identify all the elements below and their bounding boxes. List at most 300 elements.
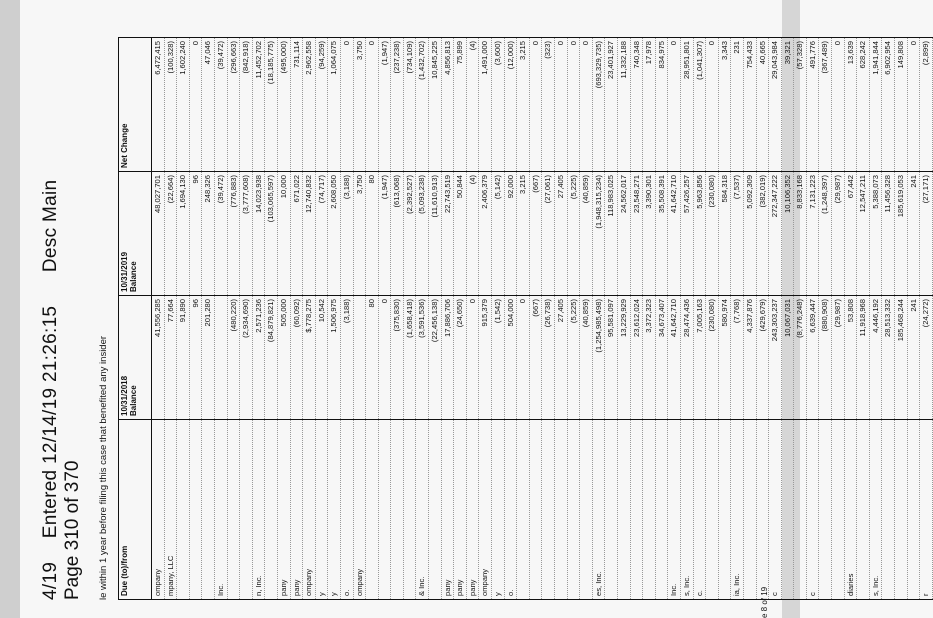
table-row bbox=[202, 38, 215, 600]
due-party-cell bbox=[743, 420, 756, 600]
balance-2019-cell: (4) bbox=[466, 172, 479, 296]
balance-2019-cell: 27,405 bbox=[555, 172, 568, 296]
due-party-cell bbox=[529, 420, 542, 600]
table-row bbox=[920, 38, 933, 600]
balance-2018-cell: (26,738) bbox=[542, 296, 555, 420]
net-change-cell: 47,046 bbox=[202, 38, 215, 172]
due-party-cell bbox=[366, 420, 379, 600]
net-change-cell: 231 bbox=[731, 38, 744, 172]
table-row bbox=[504, 38, 517, 600]
net-change-cell: 0 bbox=[668, 38, 681, 172]
balance-2018-cell: 0 bbox=[378, 296, 391, 420]
due-party-cell bbox=[567, 420, 580, 600]
balance-2018-cell: 77,664 bbox=[164, 296, 177, 420]
table-row bbox=[592, 38, 605, 600]
balance-2019-cell: 14,023,938 bbox=[252, 172, 265, 296]
due-party-cell: r bbox=[920, 420, 933, 600]
due-party-cell bbox=[630, 420, 643, 600]
net-change-cell: (2,899) bbox=[920, 38, 933, 172]
due-party-cell: pany bbox=[441, 420, 454, 600]
net-change-cell: (842,918) bbox=[240, 38, 253, 172]
balance-2018-cell: (24,650) bbox=[454, 296, 467, 420]
balance-2019-cell: 10,106,352 bbox=[781, 172, 794, 296]
table-row bbox=[214, 38, 227, 600]
balance-2019-cell: (5,142) bbox=[492, 172, 505, 296]
due-party-cell: c bbox=[806, 420, 819, 600]
balance-2018-cell: (5,225) bbox=[567, 296, 580, 420]
net-change-cell: 834,975 bbox=[655, 38, 668, 172]
balance-2019-cell: 50,844 bbox=[454, 172, 467, 296]
due-party-cell bbox=[832, 420, 845, 600]
net-change-cell: (18,185,775) bbox=[265, 38, 278, 172]
balance-2018-cell: 27,405 bbox=[555, 296, 568, 420]
due-party-cell: y bbox=[492, 420, 505, 600]
balance-2018-cell: (1,254,985,498) bbox=[592, 296, 605, 420]
net-change-cell: (12,000) bbox=[504, 38, 517, 172]
column-header-net-change: Net Change bbox=[119, 38, 152, 172]
table-row bbox=[252, 38, 265, 600]
balance-2018-cell: 41,556,285 bbox=[152, 296, 165, 420]
balance-2018-cell: (3,591,536) bbox=[416, 296, 429, 420]
balance-2018-cell: (3,188) bbox=[340, 296, 353, 420]
table-row bbox=[857, 38, 870, 600]
table-row bbox=[781, 38, 794, 600]
balance-2019-cell: 24,562,017 bbox=[617, 172, 630, 296]
net-change-cell: 39,321 bbox=[781, 38, 794, 172]
due-party-cell bbox=[819, 420, 832, 600]
net-change-cell: (237,238) bbox=[391, 38, 404, 172]
balance-2019-cell: (40,859) bbox=[580, 172, 593, 296]
due-party-cell bbox=[429, 420, 442, 600]
balance-2019-cell: 5,388,073 bbox=[869, 172, 882, 296]
balance-2018-cell: (667) bbox=[529, 296, 542, 420]
net-change-cell: 754,433 bbox=[743, 38, 756, 172]
net-change-cell: 23,401,927 bbox=[605, 38, 618, 172]
table-row bbox=[152, 38, 165, 600]
net-change-cell: (4) bbox=[466, 38, 479, 172]
table-row bbox=[630, 38, 643, 600]
table-row bbox=[353, 38, 366, 600]
balance-2018-cell: 0 bbox=[466, 296, 479, 420]
due-party-cell bbox=[706, 420, 719, 600]
table-row bbox=[378, 38, 391, 600]
due-party-cell: Inc. bbox=[214, 420, 227, 600]
balance-2019-cell: 3,750 bbox=[353, 172, 366, 296]
balance-2018-cell: 80 bbox=[366, 296, 379, 420]
due-party-cell bbox=[403, 420, 416, 600]
balance-2019-cell: (7,537) bbox=[731, 172, 744, 296]
net-change-cell: 75,899 bbox=[454, 38, 467, 172]
net-change-cell: 0 bbox=[832, 38, 845, 172]
due-party-cell: c. bbox=[693, 420, 706, 600]
table-row bbox=[529, 38, 542, 600]
balance-2018-cell: (84,879,821) bbox=[265, 296, 278, 420]
balance-2019-cell: (39,472) bbox=[214, 172, 227, 296]
balance-2019-cell: 3,215 bbox=[517, 172, 530, 296]
balance-2019-cell: 118,983,025 bbox=[605, 172, 618, 296]
due-party-cell bbox=[517, 420, 530, 600]
table-row bbox=[303, 38, 316, 600]
balance-2019-cell: (27,171) bbox=[920, 172, 933, 296]
table-row bbox=[265, 38, 278, 600]
balance-2018-cell: 4,446,192 bbox=[869, 296, 882, 420]
balance-2019-cell: 10,000 bbox=[277, 172, 290, 296]
balance-2018-cell: 34,673,407 bbox=[655, 296, 668, 420]
net-change-cell: 0 bbox=[580, 38, 593, 172]
table-row bbox=[680, 38, 693, 600]
balance-2018-cell: 95,581,097 bbox=[605, 296, 618, 420]
net-change-cell: (734,109) bbox=[403, 38, 416, 172]
table-row bbox=[416, 38, 429, 600]
net-change-cell: 1,064,075 bbox=[328, 38, 341, 172]
net-change-cell: (693,329,735) bbox=[592, 38, 605, 172]
due-party-cell bbox=[857, 420, 870, 600]
due-party-cell bbox=[781, 420, 794, 600]
table-row bbox=[466, 38, 479, 600]
table-row bbox=[555, 38, 568, 600]
balance-2018-cell: 13,229,929 bbox=[617, 296, 630, 420]
net-change-cell: (39,472) bbox=[214, 38, 227, 172]
header-entered-label: Entered 12/14/19 21:26:15 bbox=[40, 305, 61, 539]
table-row bbox=[315, 38, 328, 600]
net-change-cell: 3,215 bbox=[517, 38, 530, 172]
balance-2019-cell: 67,442 bbox=[844, 172, 857, 296]
balance-2019-cell: (29,987) bbox=[832, 172, 845, 296]
balance-2018-cell: 4,337,876 bbox=[743, 296, 756, 420]
balance-2019-cell: 248,326 bbox=[202, 172, 215, 296]
balance-2018-cell: (2,934,690) bbox=[240, 296, 253, 420]
table-row bbox=[580, 38, 593, 600]
due-party-cell bbox=[227, 420, 240, 600]
net-change-cell: (3,600) bbox=[492, 38, 505, 172]
net-change-cell: (323) bbox=[542, 38, 555, 172]
due-party-cell bbox=[580, 420, 593, 600]
table-row bbox=[164, 38, 177, 600]
column-header-2019-balance: 10/31/2019 Balance bbox=[119, 172, 152, 296]
table-row bbox=[756, 38, 769, 600]
due-party-cell bbox=[794, 420, 807, 600]
balance-2019-cell: 241 bbox=[907, 172, 920, 296]
table-row bbox=[479, 38, 492, 600]
table-row bbox=[794, 38, 807, 600]
net-change-cell: (495,000) bbox=[277, 38, 290, 172]
due-party-cell: Inc. bbox=[668, 420, 681, 600]
net-change-cell: 149,808 bbox=[895, 38, 908, 172]
table-row bbox=[240, 38, 253, 600]
net-change-cell: 17,978 bbox=[643, 38, 656, 172]
balance-2019-cell: 5,963,856 bbox=[693, 172, 706, 296]
net-change-cell: (100,328) bbox=[164, 38, 177, 172]
table-row bbox=[542, 38, 555, 600]
net-change-cell: 2,962,558 bbox=[303, 38, 316, 172]
balance-2019-cell: 35,508,391 bbox=[655, 172, 668, 296]
balance-2018-cell: 2,571,236 bbox=[252, 296, 265, 420]
balance-2018-cell: 28,474,436 bbox=[680, 296, 693, 420]
net-change-cell: 0 bbox=[366, 38, 379, 172]
balance-2018-cell: 201,280 bbox=[202, 296, 215, 420]
balance-2019-cell: 57,426,257 bbox=[680, 172, 693, 296]
due-party-cell bbox=[882, 420, 895, 600]
balance-2019-cell: (22,664) bbox=[164, 172, 177, 296]
intercompany-balance-table bbox=[118, 37, 933, 600]
table-row bbox=[882, 38, 895, 600]
table-row bbox=[806, 38, 819, 600]
due-party-cell bbox=[655, 420, 668, 600]
net-change-cell: (296,663) bbox=[227, 38, 240, 172]
balance-2018-cell: 10,067,031 bbox=[781, 296, 794, 420]
net-change-cell: 6,902,954 bbox=[882, 38, 895, 172]
balance-2019-cell: (382,019) bbox=[756, 172, 769, 296]
net-change-cell: 628,242 bbox=[857, 38, 870, 172]
document-header bbox=[40, 180, 62, 600]
table-row bbox=[277, 38, 290, 600]
balance-2018-cell: 6,639,447 bbox=[806, 296, 819, 420]
table-row bbox=[340, 38, 353, 600]
balance-2018-cell: 53,808 bbox=[844, 296, 857, 420]
table-row bbox=[429, 38, 442, 600]
due-party-cell: ompany bbox=[152, 420, 165, 600]
due-party-cell bbox=[240, 420, 253, 600]
header-desc-label: Desc Main bbox=[40, 179, 61, 273]
balance-2019-cell: (2,392,527) bbox=[403, 172, 416, 296]
page-footer: e 8 of 19 bbox=[760, 586, 769, 618]
due-party-cell: pany bbox=[454, 420, 467, 600]
balance-2019-cell: 12,547,211 bbox=[857, 172, 870, 296]
net-change-cell: 6,472,415 bbox=[152, 38, 165, 172]
net-change-cell: 0 bbox=[706, 38, 719, 172]
net-change-cell: 40,665 bbox=[756, 38, 769, 172]
table-row bbox=[189, 38, 202, 600]
column-header-2018-balance: 10/31/2018 Balance bbox=[119, 296, 152, 420]
net-change-cell: 11,332,188 bbox=[617, 38, 630, 172]
table-row bbox=[769, 38, 782, 600]
balance-2018-cell: (1,542) bbox=[492, 296, 505, 420]
table-row bbox=[290, 38, 303, 600]
header-page-label: Page 310 of 370 bbox=[62, 460, 83, 600]
balance-2019-cell: 584,318 bbox=[718, 172, 731, 296]
due-party-cell bbox=[718, 420, 731, 600]
balance-2019-cell: (667) bbox=[529, 172, 542, 296]
due-party-cell: mpany, LLC bbox=[164, 420, 177, 600]
due-party-cell: y bbox=[328, 420, 341, 600]
balance-2018-cell: (22,456,138) bbox=[429, 296, 442, 420]
due-party-cell bbox=[265, 420, 278, 600]
net-change-cell: 11,452,702 bbox=[252, 38, 265, 172]
balance-2019-cell: (5,093,238) bbox=[416, 172, 429, 296]
balance-2018-cell: 185,468,244 bbox=[895, 296, 908, 420]
balance-2019-cell: (27,061) bbox=[542, 172, 555, 296]
table-row bbox=[328, 38, 341, 600]
balance-2018-cell: 1,506,975 bbox=[328, 296, 341, 420]
balance-2018-cell: 3,372,323 bbox=[643, 296, 656, 420]
due-party-cell: c bbox=[769, 420, 782, 600]
table-row bbox=[718, 38, 731, 600]
balance-2019-cell: (776,883) bbox=[227, 172, 240, 296]
balance-2019-cell: 12,740,832 bbox=[303, 172, 316, 296]
net-change-cell: 0 bbox=[567, 38, 580, 172]
net-change-cell: (1,041,307) bbox=[693, 38, 706, 172]
table-row bbox=[819, 38, 832, 600]
balance-2019-cell: 2,406,379 bbox=[479, 172, 492, 296]
balance-2018-cell: (29,987) bbox=[832, 296, 845, 420]
table-row bbox=[454, 38, 467, 600]
due-party-cell: ompany bbox=[303, 420, 316, 600]
balance-2018-cell: (429,679) bbox=[756, 296, 769, 420]
net-change-cell: 0 bbox=[529, 38, 542, 172]
due-party-cell: n, Inc. bbox=[252, 420, 265, 600]
balance-2019-cell: 41,642,710 bbox=[668, 172, 681, 296]
balance-2019-cell: 3,390,301 bbox=[643, 172, 656, 296]
table-row bbox=[605, 38, 618, 600]
due-party-cell: diaries bbox=[844, 420, 857, 600]
table-row bbox=[743, 38, 756, 600]
table-row bbox=[706, 38, 719, 600]
balance-2018-cell: (40,859) bbox=[580, 296, 593, 420]
balance-2018-cell: (375,830) bbox=[391, 296, 404, 420]
due-party-cell bbox=[378, 420, 391, 600]
net-change-cell: 740,348 bbox=[630, 38, 643, 172]
table-row bbox=[403, 38, 416, 600]
net-change-cell: 0 bbox=[555, 38, 568, 172]
net-change-cell: 13,639 bbox=[844, 38, 857, 172]
balance-2019-cell: 96 bbox=[189, 172, 202, 296]
balance-2018-cell: (880,908) bbox=[819, 296, 832, 420]
balance-2018-cell: 17,886,706 bbox=[441, 296, 454, 420]
balance-2019-cell: 23,548,271 bbox=[630, 172, 643, 296]
balance-2018-cell: 41,642,710 bbox=[668, 296, 681, 420]
balance-2018-cell: (7,768) bbox=[731, 296, 744, 420]
table-row bbox=[844, 38, 857, 600]
balance-2019-cell: 272,347,222 bbox=[769, 172, 782, 296]
net-change-cell: 3,750 bbox=[353, 38, 366, 172]
table-row bbox=[366, 38, 379, 600]
net-change-cell: 28,951,801 bbox=[680, 38, 693, 172]
table-header-row bbox=[119, 38, 152, 600]
due-party-cell bbox=[617, 420, 630, 600]
balance-2019-cell: 2,608,050 bbox=[328, 172, 341, 296]
balance-2018-cell: 96 bbox=[189, 296, 202, 420]
net-change-cell: 1,491,000 bbox=[479, 38, 492, 172]
balance-2018-cell: 580,974 bbox=[718, 296, 731, 420]
due-party-cell: s, Inc. bbox=[869, 420, 882, 600]
balance-2019-cell: 1,694,130 bbox=[177, 172, 190, 296]
balance-2018-cell bbox=[353, 296, 366, 420]
balance-2019-cell: 22,743,519 bbox=[441, 172, 454, 296]
balance-2018-cell: 91,890 bbox=[177, 296, 190, 420]
due-party-cell bbox=[391, 420, 404, 600]
balance-2019-cell: 11,456,328 bbox=[882, 172, 895, 296]
balance-2019-cell: 8,833,168 bbox=[794, 172, 807, 296]
balance-2019-cell: (1,948,315,234) bbox=[592, 172, 605, 296]
balance-2019-cell: (230,080) bbox=[706, 172, 719, 296]
due-party-cell bbox=[189, 420, 202, 600]
due-party-cell: pany bbox=[277, 420, 290, 600]
balance-2018-cell: 915,379 bbox=[479, 296, 492, 420]
balance-2019-cell: (11,610,913) bbox=[429, 172, 442, 296]
balance-2019-cell: 5,092,309 bbox=[743, 172, 756, 296]
due-party-cell bbox=[756, 420, 769, 600]
table-row bbox=[517, 38, 530, 600]
due-party-cell bbox=[895, 420, 908, 600]
table-row bbox=[869, 38, 882, 600]
balance-2018-cell: 243,303,237 bbox=[769, 296, 782, 420]
net-change-cell: 4,856,813 bbox=[441, 38, 454, 172]
balance-2018-cell: 10,542 bbox=[315, 296, 328, 420]
balance-2019-cell: 48,027,701 bbox=[152, 172, 165, 296]
balance-2019-cell: 7,131,223 bbox=[806, 172, 819, 296]
scan-margin-left bbox=[0, 0, 20, 618]
table-row bbox=[895, 38, 908, 600]
column-header-due: Due (to)/from bbox=[119, 420, 152, 600]
table-caption: le within 1 year before filing this case that benefited any insider bbox=[98, 335, 109, 600]
balance-2019-cell: 80 bbox=[366, 172, 379, 296]
balance-2018-cell: 241 bbox=[907, 296, 920, 420]
balance-2019-cell: (613,068) bbox=[391, 172, 404, 296]
due-party-cell: ompany bbox=[479, 420, 492, 600]
due-party-cell: o. bbox=[340, 420, 353, 600]
table-row bbox=[567, 38, 580, 600]
balance-2018-cell: (8,776,248) bbox=[794, 296, 807, 420]
header-date-fragment: 4/19 bbox=[40, 561, 61, 600]
table-row bbox=[693, 38, 706, 600]
net-change-cell: (1,432,702) bbox=[416, 38, 429, 172]
table-body bbox=[152, 38, 933, 600]
balance-2019-cell: (5,225) bbox=[567, 172, 580, 296]
due-party-cell bbox=[177, 420, 190, 600]
due-party-cell: pany bbox=[466, 420, 479, 600]
net-change-cell: (57,328) bbox=[794, 38, 807, 172]
due-party-cell: ompany bbox=[353, 420, 366, 600]
due-party-cell bbox=[555, 420, 568, 600]
balance-2019-cell: (103,065,597) bbox=[265, 172, 278, 296]
balance-2018-cell: 23,612,024 bbox=[630, 296, 643, 420]
net-change-cell: (94,259) bbox=[315, 38, 328, 172]
net-change-cell: 1,941,844 bbox=[869, 38, 882, 172]
due-party-cell: y bbox=[315, 420, 328, 600]
due-party-cell: & Inc. bbox=[416, 420, 429, 600]
balance-2018-cell: (24,272) bbox=[920, 296, 933, 420]
due-party-cell bbox=[542, 420, 555, 600]
balance-2018-cell: 11,918,968 bbox=[857, 296, 870, 420]
net-change-cell: (1,947) bbox=[378, 38, 391, 172]
table-row bbox=[731, 38, 744, 600]
balance-2018-cell: (230,080) bbox=[706, 296, 719, 420]
table-row bbox=[391, 38, 404, 600]
table-row bbox=[907, 38, 920, 600]
due-party-cell: ia, Inc. bbox=[731, 420, 744, 600]
due-party-cell bbox=[202, 420, 215, 600]
balance-2019-cell: (1,248,397) bbox=[819, 172, 832, 296]
table-row bbox=[441, 38, 454, 600]
table-row bbox=[617, 38, 630, 600]
table-row bbox=[668, 38, 681, 600]
net-change-cell: 0 bbox=[907, 38, 920, 172]
net-change-cell: 10,845,225 bbox=[429, 38, 442, 172]
table-row bbox=[227, 38, 240, 600]
balance-2018-cell: (60,092) bbox=[290, 296, 303, 420]
table-row bbox=[655, 38, 668, 600]
net-change-cell: 0 bbox=[340, 38, 353, 172]
table-row bbox=[832, 38, 845, 600]
due-party-cell bbox=[907, 420, 920, 600]
table-row bbox=[177, 38, 190, 600]
balance-2019-cell: (3,777,608) bbox=[240, 172, 253, 296]
due-party-cell: pany bbox=[290, 420, 303, 600]
balance-2019-cell: 671,022 bbox=[290, 172, 303, 296]
net-change-cell: 3,343 bbox=[718, 38, 731, 172]
net-change-cell: (367,489) bbox=[819, 38, 832, 172]
table-row bbox=[492, 38, 505, 600]
